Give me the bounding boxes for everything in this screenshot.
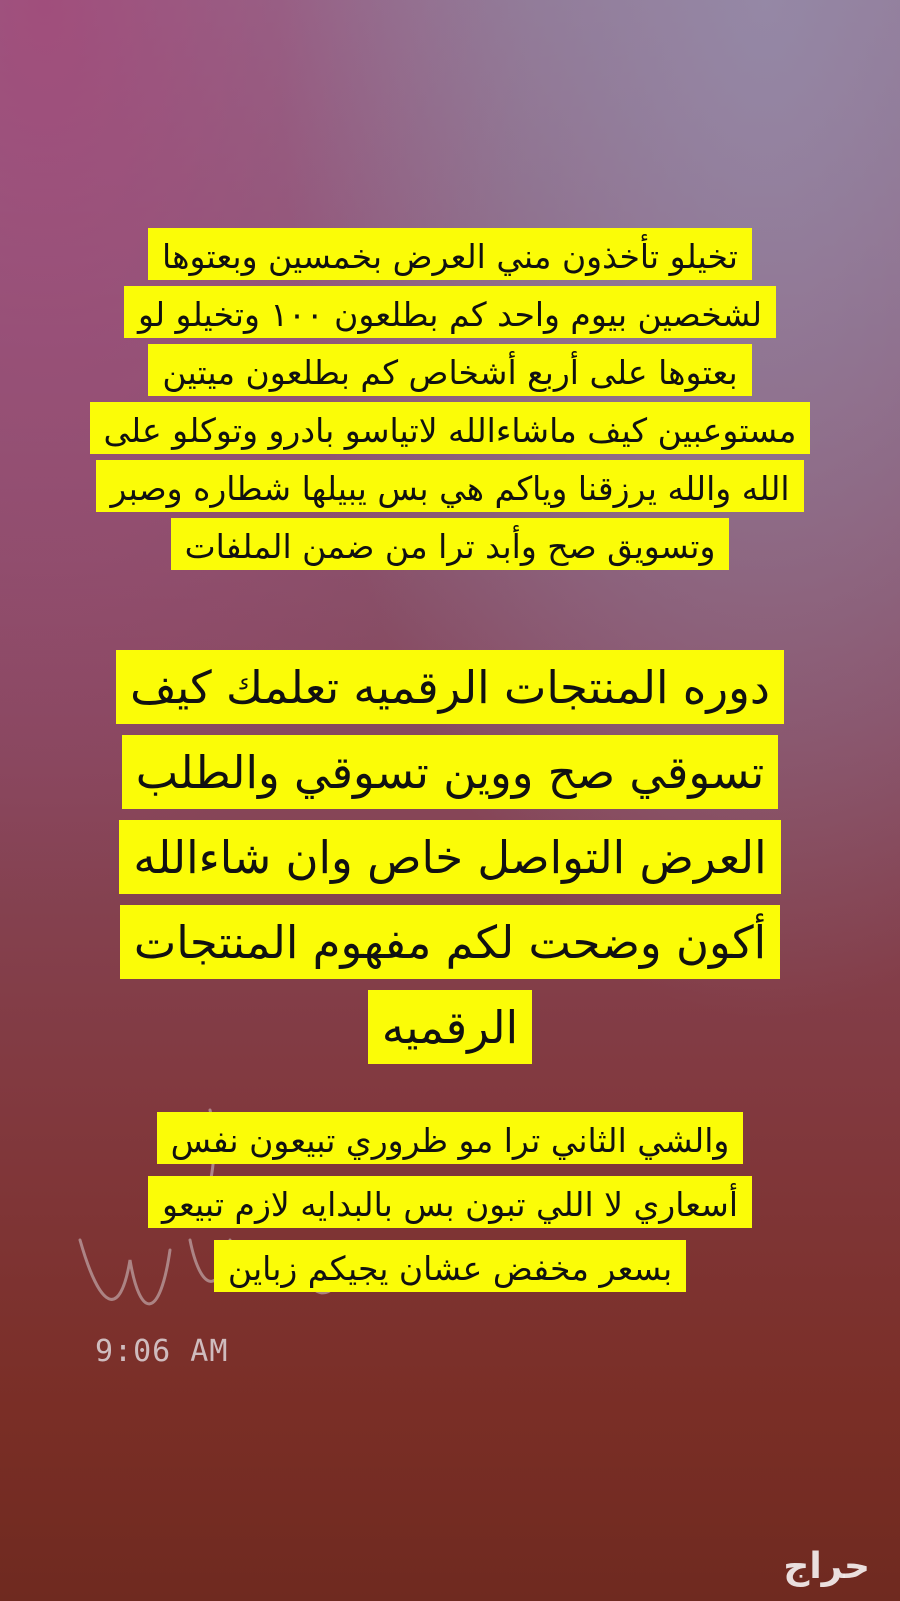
text-line: دوره المنتجات الرقميه تعلمك كيف: [116, 650, 784, 724]
text-line: تخيلو تأخذون مني العرض بخمسين وبعتوها: [148, 228, 752, 280]
text-line: العرض التواصل خاص وان شاءالله: [119, 820, 780, 894]
text-line: أسعاري لا اللي تبون بس بالبدايه لازم تبيعو: [148, 1176, 752, 1228]
course-paragraph: [0, 650, 900, 1075]
text-line: بسعر مخفض عشان يجيكم زباين: [214, 1240, 686, 1292]
haraj-watermark: حراج: [783, 1546, 870, 1587]
text-line: أكون وضحت لكم مفهوم المنتجات: [120, 905, 780, 979]
pricing-paragraph: [0, 1112, 900, 1304]
text-line: الله والله يرزقنا وياكم هي بس يبيلها شطاره وصبر: [96, 460, 803, 512]
text-line: والشي الثاني ترا مو ظروري تبيعون نفس: [157, 1112, 744, 1164]
timestamp: 9:06 AM: [95, 1334, 229, 1369]
text-line: الرقميه: [368, 990, 532, 1064]
text-line: تسوقي صح ووين تسوقي والطلب: [122, 735, 779, 809]
text-line: وتسويق صح وأبد ترا من ضمن الملفات: [171, 518, 730, 570]
text-line: لشخصين بيوم واحد كم بطلعون ١٠٠ وتخيلو لو: [124, 286, 776, 338]
text-line: مستوعبين كيف ماشاءالله لاتياسو بادرو وتوكلو على: [90, 402, 811, 454]
text-line: بعتوها على أربع أشخاص كم بطلعون ميتين: [148, 344, 751, 396]
offer-paragraph: [0, 228, 900, 576]
